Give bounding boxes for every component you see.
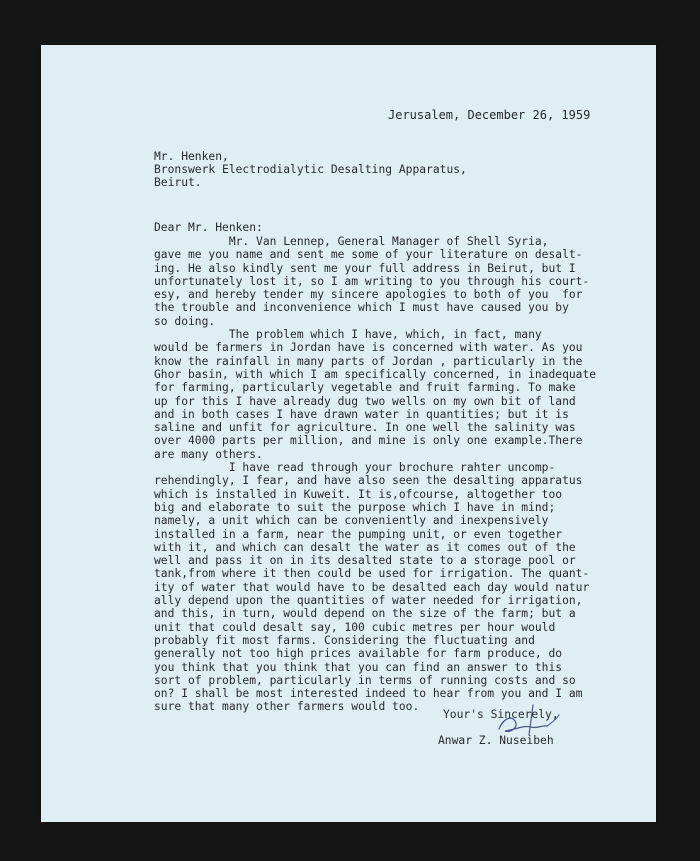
body-line: unfortunately lost it, so I am writing to you through his court- [154,274,590,288]
body-line: the trouble and inconvenience which I must have caused you by [154,301,569,315]
body-line: gave me you name and sent me some of your literature on desalt- [154,248,583,262]
body-line: sort of problem, particularly in terms of running costs and so [154,673,576,687]
body-line: esy, and hereby tender my sincere apologies to both of you for [154,288,583,302]
recipient-company: Bronswerk Electrodialytic Desalting Apparatus, [154,163,467,176]
body-line: which is installed in Kuweit. It is,ofcourse, altogether too [154,487,563,501]
body-line: Ghor basin, with which I am specifically concerned, in inadequate [154,367,597,381]
body-line: generally not too high prices available for farm produce, do [154,647,563,661]
signer-name: Anwar Z. Nuseibeh [438,734,554,747]
body-line: The problem which I have, which, in fact, many [154,328,542,342]
body-line: well and pass it on in its desalted state to a storage pool or [154,554,576,568]
body-line: saline and unfit for agriculture. In one well the salinity was [154,421,576,435]
body-line: Mr. Van Lennep, General Manager of Shell Syria, [154,235,549,248]
body-line: ally depend upon the quantities of water needed for irrigation, [154,594,583,608]
letter-body [154,235,596,714]
body-line: sure that many other farmers would too. [154,700,420,714]
closing: Your's Sincerely, [443,708,559,721]
letter-page [41,45,656,822]
body-line: unit that could desalt say, 100 cubic metres per hour would [154,620,556,634]
body-line: ing. He also kindly sent me your full address in Beirut, but I [154,261,576,275]
body-line: big and elaborate to suit the purpose which I have in mind; [154,500,556,514]
body-line: I have read through your brochure rahter uncomp- [154,461,556,475]
salutation: Dear Mr. Henken: [154,221,263,234]
body-line: and in both cases I have drawn water in quantities; but it is [154,407,569,421]
body-line: installed in a farm, near the pumping unit, or even together [154,527,563,541]
body-line: and this, in turn, would depend on the size of the farm; but a [154,607,576,621]
body-line: would be farmers in Jordan have is concerned with water. As you [154,341,583,355]
body-line: up for this I have already dug two wells on my own bit of land [154,394,576,408]
recipient-name: Mr. Henken, [154,150,229,163]
body-line: you think that you think that you can find an answer to this [154,660,563,674]
body-line: tank,from where it then could be used for irrigation. The quant- [154,567,590,581]
body-line: rehendingly, I fear, and have also seen the desalting apparatus [154,474,583,488]
body-line: ity of water that would have to be desalted each day would natur [154,580,590,594]
body-line: on? I shall be most interested indeed to hear from you and I am [154,687,583,701]
body-line: are many others. [154,447,263,461]
body-line: so doing. [154,314,216,328]
date-line: Jerusalem, December 26, 1959 [388,108,591,122]
body-line: know the rainfall in many parts of Jordan , particularly in the [154,354,583,368]
body-line: over 4000 parts per million, and mine is only one example.There [154,434,583,448]
body-line: probably fit most farms. Considering the fluctuating and [154,633,535,647]
recipient-city: Beirut. [154,176,202,189]
body-line: for farming, particularly vegetable and fruit farming. To make [154,381,576,395]
recipient-address [154,150,467,189]
body-line: with it, and which can desalt the water as it comes out of the [154,540,576,554]
body-line: namely, a unit which can be conveniently and inexpensively [154,514,549,528]
